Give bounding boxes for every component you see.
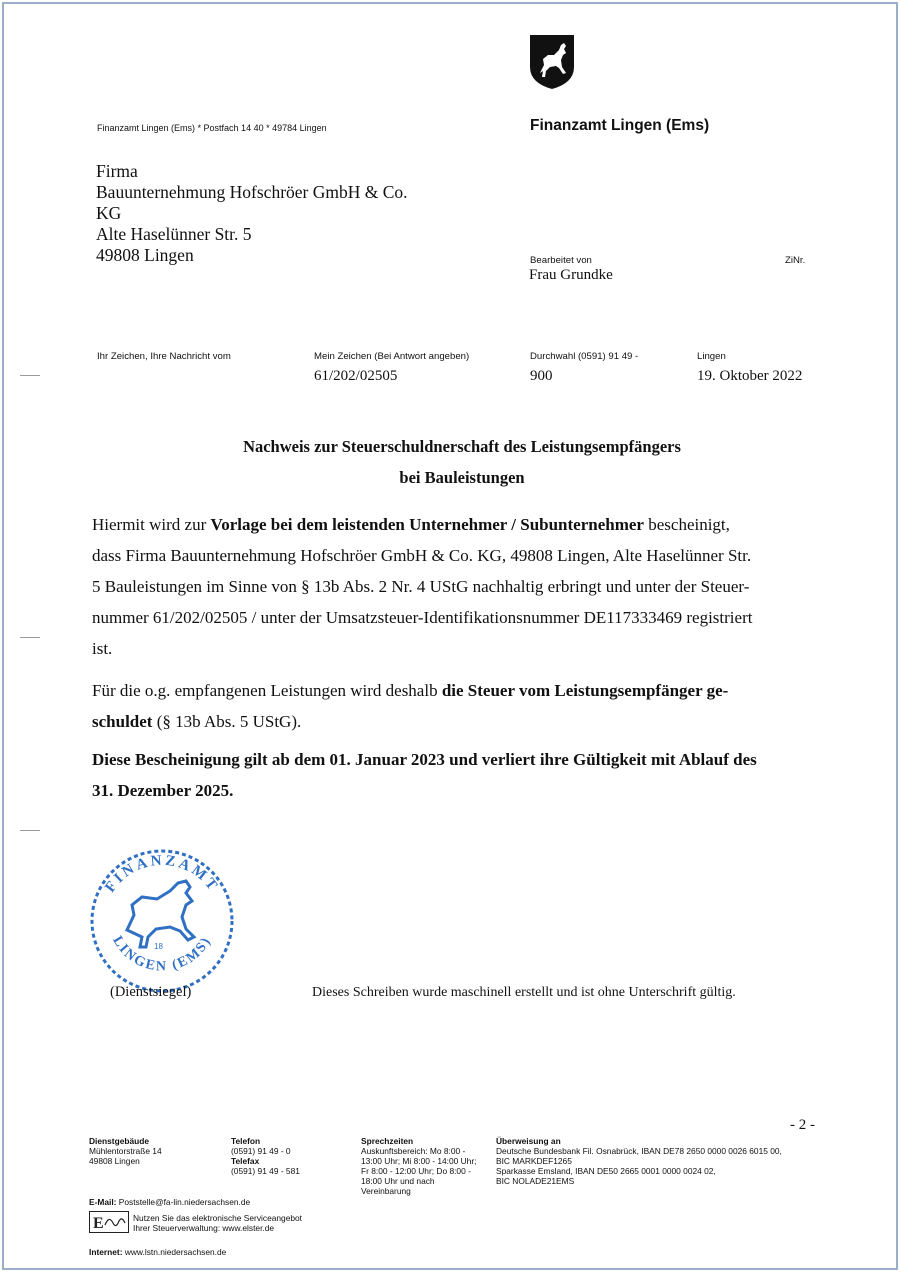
recipient-line: KG [96,203,122,223]
official-seal-icon [82,845,242,995]
place-label: Lingen [697,351,726,362]
paragraph-line: nummer 61/202/02505 / unter der Umsatzsteuer-Identifikationsnummer DE117333469 registriert [92,608,753,627]
footer-text[interactable]: Ihrer Steuerverwaltung: www.elster.de [133,1223,275,1233]
machine-generated-note: Dieses Schreiben wurde maschinell erstellt und ist ohne Unterschrift gültig. [312,985,736,1000]
footer-label: Überweisung an [496,1136,561,1146]
footer-internet [89,1247,226,1257]
footer-text: Fr 8:00 - 12:00 Uhr; Do 8:00 - [361,1166,471,1176]
text-run: Für die o.g. empfangenen Leistungen wird deshalb [92,681,442,700]
seal-bottom-text: LINGEN (EMS) [109,933,215,975]
paragraph-line: ist. [92,639,113,658]
footer-text: Sparkasse Emsland, IBAN DE50 2665 0001 0000 0024 02, [496,1166,716,1176]
footer-text: BIC MARKDEF1265 [496,1156,572,1166]
email-link[interactable]: Poststelle@fa-lin.niedersachsen.de [118,1197,251,1207]
document-title [0,431,900,493]
my-reference-label: Mein Zeichen (Bei Antwort angeben) [314,351,470,362]
tax-liability-paragraph [92,675,832,737]
svg-text:LINGEN (EMS) [109,934,214,975]
paragraph-line: dass Firma Bauunternehmung Hofschröer GmbH & Co. KG, 49808 Lingen, Alte Haselünner Str. [92,546,752,565]
footer-bank [496,1136,782,1186]
recipient-line: 49808 Lingen [96,245,194,265]
footer-text: (0591) 91 49 - 0 [231,1146,291,1156]
website-link[interactable]: www.lstn.niedersachsen.de [124,1247,227,1257]
footer-text: 49808 Lingen [89,1156,140,1166]
text-run-bold: Vorlage bei dem leistenden Unternehmer / Subunternehmer [210,515,644,534]
footer-text: Auskunftsbereich: Mo 8:00 - [361,1146,466,1156]
recipient-line: Alte Haselünner Str. 5 [96,224,252,244]
footer-label: Telefax [231,1156,260,1166]
svg-text:E: E [93,1215,104,1232]
footer-text: BIC NOLADE21EMS [496,1176,575,1186]
title-line: Nachweis zur Steuerschuldnerschaft des Leistungsempfängers [243,437,681,456]
recipient-line: Bauunternehmung Hofschröer GmbH & Co. [96,182,408,202]
office-name: Finanzamt Lingen (Ems) [530,117,710,134]
footer-email [89,1197,250,1207]
footer-label: Dienstgebäude [89,1136,150,1146]
elster-logo-icon [89,1211,129,1233]
footer-text: Nutzen Sie das elektronische Serviceangebot [133,1213,302,1223]
paragraph-line: 5 Bauleistungen im Sinne von § 13b Abs. 2 Nr. 4 UStG nachhaltig erbringt und unter der Steuer- [92,577,750,596]
footer-text: 13:00 Uhr; Mi 8:00 - 14:00 Uhr; [361,1156,477,1166]
footer-text: Mühlentorstraße 14 [89,1146,162,1156]
text-run: (§ 13b Abs. 5 UStG). [152,712,302,731]
your-reference-label: Ihr Zeichen, Ihre Nachricht vom [97,351,231,362]
footer-phone [231,1136,300,1176]
seal-number: 18 [154,942,163,951]
certification-paragraph [92,509,832,664]
footer-label: Internet: [89,1247,123,1257]
phone-extension-label: Durchwahl (0591) 91 49 - [530,351,639,362]
footer-hours [361,1136,476,1196]
footer-building [89,1136,162,1166]
seal-top-text: FINANZAMT [102,852,222,896]
footer-text: Deutsche Bundesbank Fil. Osnabrück, IBAN DE78 2650 0000 0026 6015 00, [496,1146,782,1156]
letter-date: 19. Oktober 2022 [697,368,803,384]
footer-text: Vereinbarung [361,1186,411,1196]
phone-extension-value: 900 [530,368,553,384]
footer-label: Telefon [231,1136,261,1146]
title-line: bei Bauleistungen [399,468,525,487]
seal-caption: (Dienstsiegel) [110,984,192,1000]
footer-text: 18:00 Uhr und nach [361,1176,435,1186]
text-run-bold: schuldet [92,712,153,731]
processed-by-label: Bearbeitet von [530,255,592,266]
page-number: - 2 - [790,1117,815,1133]
text-run: Hiermit wird zur [92,515,211,534]
text-run: bescheinigt, [643,515,730,534]
paragraph-line: Diese Bescheinigung gilt ab dem 01. Januar 2023 und verliert ihre Gültigkeit mit Ablauf des [92,750,757,769]
sender-return-line: Finanzamt Lingen (Ems) * Postfach 14 40 * 49784 Lingen [97,123,327,133]
paragraph-line: 31. Dezember 2025. [92,781,234,800]
fold-mark [20,830,40,831]
footer-text: (0591) 91 49 - 581 [231,1166,300,1176]
validity-paragraph [92,744,852,806]
recipient-address [96,161,408,266]
processed-by-name: Frau Grundke [529,267,613,283]
svg-text:FINANZAMT [102,853,221,896]
fold-mark [20,637,40,638]
text-run-bold: die Steuer vom Leistungsempfänger ge- [441,681,729,700]
coat-of-arms-icon [528,33,576,91]
recipient-line: Firma [96,161,138,181]
footer-label: Sprechzeiten [361,1136,414,1146]
footer-elster [133,1213,302,1233]
fold-mark [20,375,40,376]
footer-label: E-Mail: [89,1197,117,1207]
my-reference-value: 61/202/02505 [314,368,398,384]
room-number-label: ZiNr. [785,255,806,266]
